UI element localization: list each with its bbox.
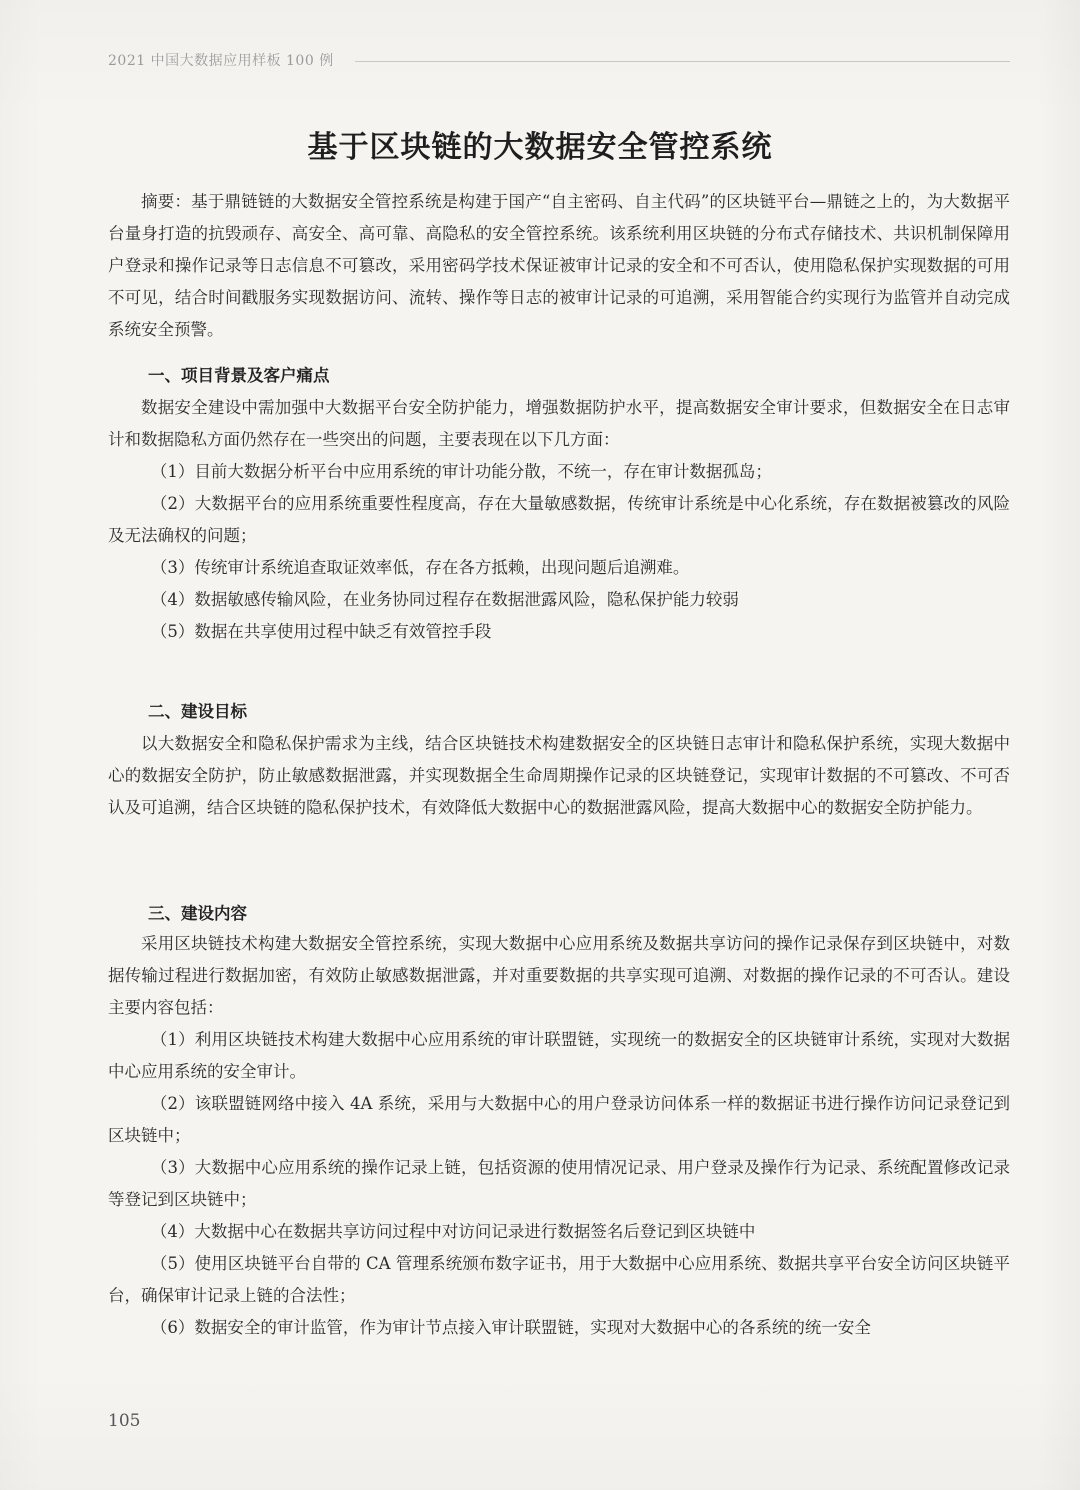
section-1-item: （5）数据在共享使用过程中缺乏有效管控手段	[150, 622, 492, 641]
section-1-body	[108, 392, 1010, 648]
section-1-item: （4）数据敏感传输风险，在业务协同过程存在数据泄露风险，隐私保护能力较弱	[150, 590, 739, 609]
section-1-intro: 数据安全建设中需加强中大数据平台安全防护能力，增强数据防护水平，提高数据安全审计要求，但数据安全在日志审计和数据隐私方面仍然存在一些突出的问题，主要表现在以下几方面：	[108, 398, 1010, 449]
abstract-paragraph: 摘要：基于鼎链链的大数据安全管控系统是构建于国产“自主密码、自主代码”的区块链平台—鼎链之上的，为大数据平台量身打造的抗毁顽存、高安全、高可靠、高隐私的安全管控系统。该系统利用区块链的分布式存储技术、共识机制保障用户登录和操作记录等日志信息不可篡改，采用密码学技术保证被审计记录的安全和不可否认，使用隐私保护实现数据的可用不可见，结合时间戳服务实现数据访问、流转、操作等日志的被审计记录的可追溯，采用智能合约实现行为监管并自动完成系统安全预警。	[108, 192, 1010, 339]
section-1-item: （1）目前大数据分析平台中应用系统的审计功能分散，不统一，存在审计数据孤岛；	[150, 462, 772, 481]
page-number: 105	[108, 1411, 141, 1431]
section-3-heading: 三、建设内容	[148, 904, 247, 923]
section-3-item: （3）大数据中心应用系统的操作记录上链，包括资源的使用情况记录、用户登录及操作行为记录、系统配置修改记录等登记到区块链中；	[108, 1158, 1010, 1209]
running-header: 2021 中国大数据应用样板 100 例	[108, 53, 334, 69]
section-1-heading: 一、项目背景及客户痛点	[148, 366, 330, 385]
header-divider	[355, 61, 1010, 62]
section-2-body	[108, 728, 1010, 824]
page-title: 基于区块链的大数据安全管控系统	[307, 130, 773, 165]
abstract-block	[108, 186, 1010, 346]
section-1-item: （2）大数据平台的应用系统重要性程度高，存在大量敏感数据，传统审计系统是中心化系统，存在数据被篡改的风险及无法确权的问题；	[108, 494, 1010, 545]
section-3-item: （5）使用区块链平台自带的 CA 管理系统颁布数字证书，用于大数据中心应用系统、数据共享平台安全访问区块链平台，确保审计记录上链的合法性；	[108, 1254, 1010, 1305]
section-3-item: （6）数据安全的审计监管，作为审计节点接入审计联盟链，实现对大数据中心的各系统的统一安全	[150, 1318, 871, 1337]
section-2-paragraph: 以大数据安全和隐私保护需求为主线，结合区块链技术构建数据安全的区块链日志审计和隐私保护系统，实现大数据中心的数据安全防护，防止敏感数据泄露，并实现数据全生命周期操作记录的区块链登记，实现审计数据的不可篡改、不可否认及可追溯，结合区块链的隐私保护技术，有效降低大数据中心的数据泄露风险，提高大数据中心的数据安全防护能力。	[108, 734, 1010, 817]
section-3-item: （2）该联盟链网络中接入 4A 系统，采用与大数据中心的用户登录访问体系一样的数据证书进行操作访问记录登记到区块链中；	[108, 1094, 1010, 1145]
section-3-intro: 采用区块链技术构建大数据安全管控系统，实现大数据中心应用系统及数据共享访问的操作记录保存到区块链中，对数据传输过程进行数据加密，有效防止敏感数据泄露，并对重要数据的共享实现可追溯、对数据的操作记录的不可否认。建设主要内容包括：	[108, 934, 1010, 1017]
section-3-item: （4）大数据中心在数据共享访问过程中对访问记录进行数据签名后登记到区块链中	[150, 1222, 756, 1241]
section-3-item: （1）利用区块链技术构建大数据中心应用系统的审计联盟链，实现统一的数据安全的区块链审计系统，实现对大数据中心应用系统的安全审计。	[108, 1030, 1010, 1081]
section-1-item: （3）传统审计系统追查取证效率低，存在各方抵赖，出现问题后追溯难。	[150, 558, 690, 577]
section-2-heading: 二、建设目标	[148, 702, 247, 721]
section-3-body	[108, 928, 1010, 1344]
